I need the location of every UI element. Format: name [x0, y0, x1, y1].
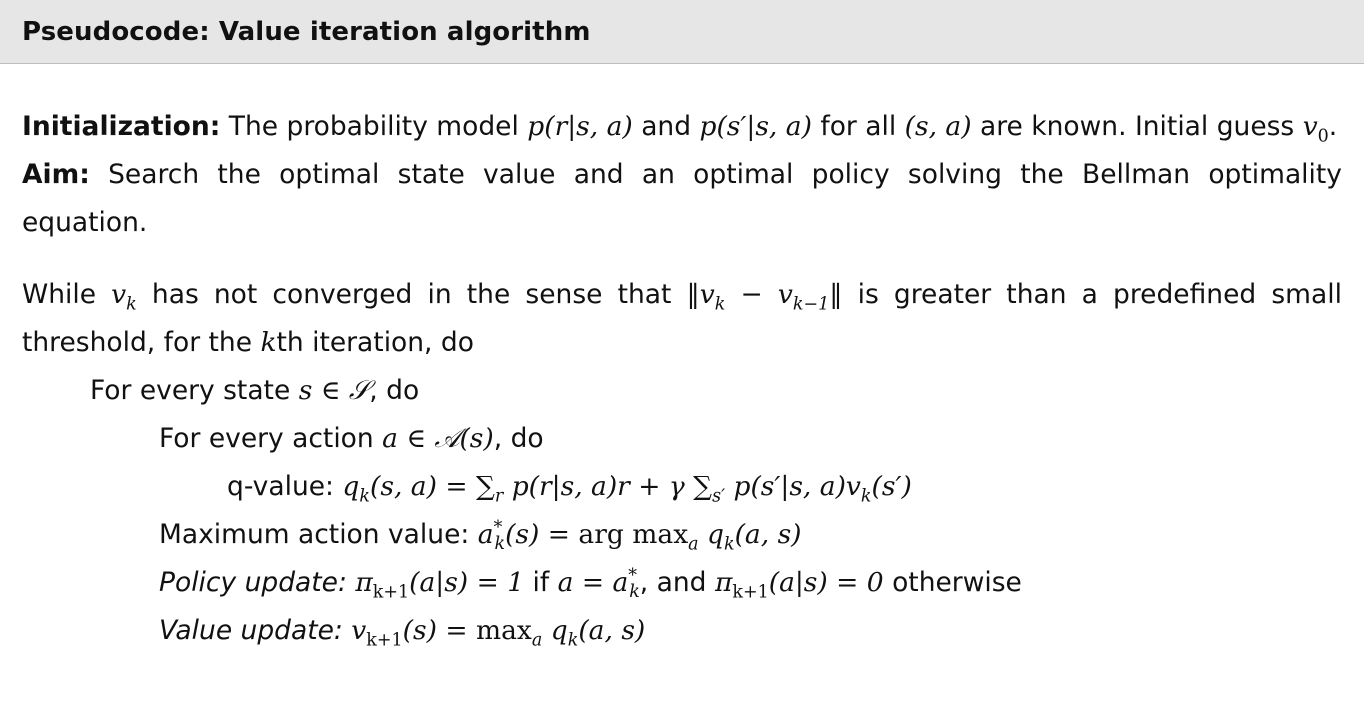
policy-math-2: $a = a^*_k$ — [557, 566, 640, 603]
while-text-2: has not converged in the sense that — [151, 279, 672, 310]
init-math-2: p(s′|s, a) — [699, 111, 812, 142]
policy-math-1: $\pi_{k+1}(a|s) = 1$ — [355, 567, 525, 603]
init-text-1: The probability model — [228, 111, 519, 142]
aim-text: Search the optimal state value and an optimal policy solving the Bellman optimality equation. — [22, 159, 1342, 238]
action-loop-do: , do — [493, 423, 544, 454]
while-math-2: $‖v_k$ − $v_{k-1}‖$ — [686, 279, 843, 315]
aim-label: Aim: — [22, 159, 90, 190]
policy-text-and: , and — [639, 567, 707, 598]
q-value-formula: $q_k(s$, $a) = \sum_r$ p(r|s, a)r + γ $\sum_{s'}$ p(s′|s, $a)v_k(s')$ — [342, 471, 912, 507]
init-text-4: are known. Initial guess — [980, 111, 1295, 142]
q-value-label: q-value: — [227, 471, 334, 502]
init-text-3: for all — [820, 111, 897, 142]
init-text-2: and — [641, 111, 692, 142]
value-update-label: Value update: — [159, 615, 343, 646]
while-paragraph — [22, 271, 1342, 367]
while-text-3: is greater than a predefined small threshold, for the — [22, 279, 1342, 358]
init-math-4: $v_0$ — [1302, 111, 1329, 147]
value-update-line — [22, 607, 1342, 655]
value-update-formula: $v_{k+1}(s) = \max_a q_k(a$, s) — [351, 615, 646, 651]
state-loop-do: , do — [369, 375, 420, 406]
action-loop-text: For every action — [159, 423, 374, 454]
max-action-formula: $a^*_k(s)$ = arg $\max_a q_k(a$, s) — [477, 518, 802, 555]
while-text-1: While — [22, 279, 97, 310]
state-loop-line — [22, 367, 1342, 415]
max-action-label: Maximum action value: — [159, 519, 470, 550]
initialization-paragraph — [22, 103, 1342, 151]
q-value-line — [22, 463, 1342, 511]
state-loop-math: s ∈ 𝒮 — [298, 375, 370, 406]
init-math-3: (s, a) — [904, 111, 972, 142]
while-math-3: k — [260, 327, 277, 358]
aim-paragraph — [22, 151, 1342, 247]
algorithm-body — [0, 103, 1364, 655]
title-bar — [0, 0, 1364, 64]
while-math-1: $v_k$ — [111, 279, 137, 315]
state-loop-text: For every state — [90, 375, 291, 406]
action-loop-math: a ∈ 𝒜(s) — [382, 423, 494, 454]
while-text-4: th iteration, do — [276, 327, 474, 358]
policy-math-3: $\pi_{k+1}(a|s) = 0$ — [714, 567, 884, 603]
policy-text-if: if — [532, 567, 550, 598]
init-text-5: . — [1328, 111, 1338, 142]
max-action-line — [22, 511, 1342, 559]
policy-update-label: Policy update: — [159, 567, 347, 598]
policy-text-otherwise: otherwise — [892, 567, 1022, 598]
init-math-1: p(r|s, a) — [527, 111, 633, 142]
policy-update-line — [22, 559, 1342, 607]
page-title: Pseudocode: Value iteration algorithm — [22, 16, 591, 47]
initialization-label: Initialization: — [22, 111, 221, 142]
action-loop-line — [22, 415, 1342, 463]
